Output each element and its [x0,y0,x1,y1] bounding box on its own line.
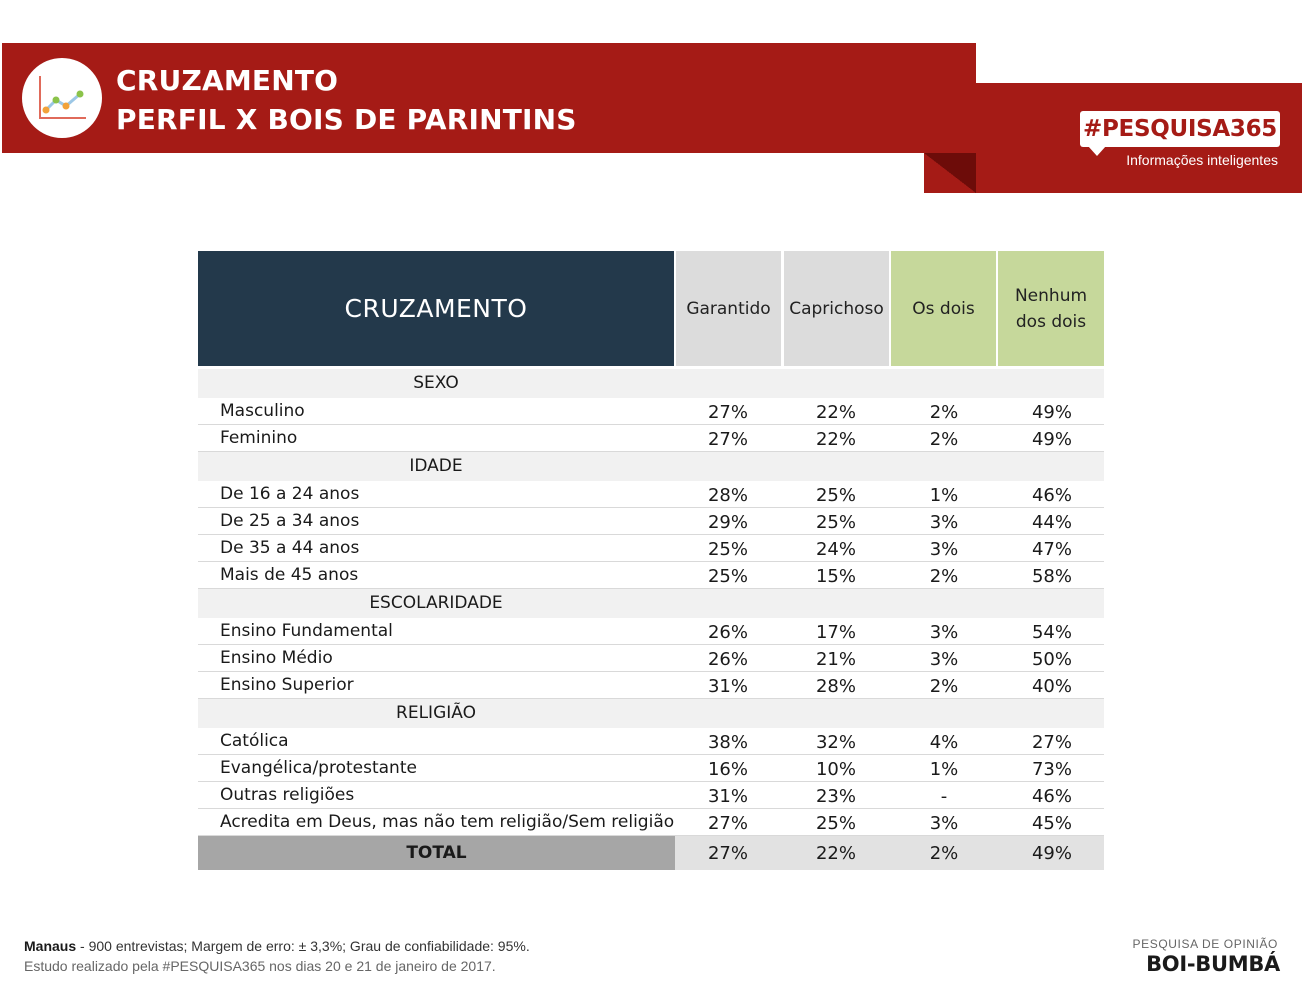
table-cell: 27% [1031,732,1072,753]
table-cell: 1% [929,485,959,506]
column-header [891,251,996,366]
table-cell: 25% [815,813,856,834]
row-label: Ensino Médio [220,648,333,668]
row-label: De 16 a 24 anos [220,484,360,504]
page-title-line1: CRUZAMENTO [116,64,339,97]
header-banner [2,43,976,153]
section-row [198,452,1104,481]
row-label: De 35 a 44 anos [220,538,360,558]
table-row [198,508,1104,535]
table-cell: 58% [1031,566,1072,587]
column-header [998,251,1104,366]
column-header-label: Garantido [686,298,771,319]
table-cell: 23% [815,786,856,807]
footer-study-note: Estudo realizado pela #PESQUISA365 nos dias 20 e 21 de janeiro de 2017. [24,958,496,974]
section-label: IDADE [409,456,463,476]
table-row [198,535,1104,562]
table-row [198,398,1104,425]
row-label: Outras religiões [220,785,355,805]
table-cell: 31% [707,786,748,807]
table-cell: 2% [929,676,959,697]
footer-survey-label: PESQUISA DE OPINIÃO [1132,937,1278,951]
column-header-label: Os dois [912,298,975,319]
table-row [198,809,1104,836]
table-cell: 24% [815,539,856,560]
table-cell: 73% [1031,759,1072,780]
row-label: Evangélica/protestante [220,758,417,778]
table-cell: 29% [707,512,748,533]
table-cell: 40% [1031,676,1072,697]
section-label: RELIGIÃO [396,703,476,723]
column-header-label: Caprichoso [789,298,884,319]
row-label: Feminino [220,428,298,448]
row-label: Masculino [220,401,305,421]
table-row [198,618,1104,645]
table-row [198,645,1104,672]
section-row [198,699,1104,728]
table-cell: 1% [929,759,959,780]
table-cell: 25% [815,512,856,533]
column-header [676,251,781,366]
table-row [198,782,1104,809]
table-cell: 27% [707,429,748,450]
table-cell: 3% [929,539,959,560]
table-cell: 10% [815,759,856,780]
table-cell: 15% [815,566,856,587]
table-cell: 25% [707,566,748,587]
line-chart-icon [36,74,88,122]
total-label: TOTAL [198,836,675,870]
table-row [198,755,1104,782]
table-cell: 25% [815,485,856,506]
brand-speech-tail [1088,146,1106,156]
table-cell: 26% [707,622,748,643]
footer-city: Manaus [24,938,77,954]
column-header-label: Nenhum [1014,285,1088,306]
section-label: SEXO [413,373,459,393]
logo-badge [22,58,102,138]
table-cell: 28% [707,485,748,506]
table-cell: 25% [707,539,748,560]
table-cell: 17% [815,622,856,643]
table-cell: 50% [1031,649,1072,670]
table-cell: 49% [1031,402,1072,423]
table-cell: 28% [815,676,856,697]
table-cell: 3% [929,649,959,670]
row-label: Acredita em Deus, mas não tem religião/Sem religião [220,812,675,832]
table-cell: 2% [929,429,959,450]
table-cell: 3% [929,813,959,834]
row-label: Católica [220,731,289,751]
column-header [784,251,889,366]
table-cell: 16% [707,759,748,780]
total-row [198,836,1104,870]
table-cell: 22% [815,402,856,423]
banner-fold [924,153,976,193]
table-cell: 27% [707,843,748,864]
table-cell: 22% [815,429,856,450]
table-cell: 47% [1031,539,1072,560]
table-cell: 31% [707,676,748,697]
row-label: Ensino Fundamental [220,621,393,641]
table-body [198,369,1104,870]
footer-note1: - 900 entrevistas; Margem de erro: ± 3,3%; Grau de confiabilidade: 95%. [76,938,530,954]
page-title-line2: PERFIL X BOIS DE PARINTINS [116,103,577,136]
table-cell: 4% [929,732,959,753]
table-cell: 2% [929,843,959,864]
table-row [198,728,1104,755]
table-cell: 3% [929,512,959,533]
table-cell: 27% [707,402,748,423]
table-row [198,425,1104,452]
table-cell: - [940,786,948,807]
table-cell: 21% [815,649,856,670]
table-cell: 45% [1031,813,1072,834]
table-cell: 26% [707,649,748,670]
table-cell: 27% [707,813,748,834]
table-cell: 32% [815,732,856,753]
table-row [198,562,1104,589]
footer-methodology [24,938,530,954]
table-cell: 22% [815,843,856,864]
table-cell: 2% [929,566,959,587]
table-cell: 46% [1031,786,1072,807]
table-row [198,672,1104,699]
table-cell: 46% [1031,485,1072,506]
footer-survey-name: BOI-BUMBÁ [1146,952,1280,976]
table-header-title: CRUZAMENTO [198,251,674,366]
row-label: Mais de 45 anos [220,565,359,585]
brand-tagline: Informações inteligentes [1126,152,1278,168]
section-label: ESCOLARIDADE [369,593,503,613]
table-cell: 3% [929,622,959,643]
brand-logo: #PESQUISA365 [1080,111,1280,147]
section-row [198,589,1104,618]
table-cell: 38% [707,732,748,753]
table-row [198,481,1104,508]
section-row [198,369,1104,398]
table-cell: 49% [1031,843,1072,864]
row-label: Ensino Superior [220,675,354,695]
table-cell: 54% [1031,622,1072,643]
column-header-label: dos dois [1015,311,1087,332]
table-cell: 2% [929,402,959,423]
row-label: De 25 a 34 anos [220,511,360,531]
table-cell: 49% [1031,429,1072,450]
table-cell: 44% [1031,512,1072,533]
